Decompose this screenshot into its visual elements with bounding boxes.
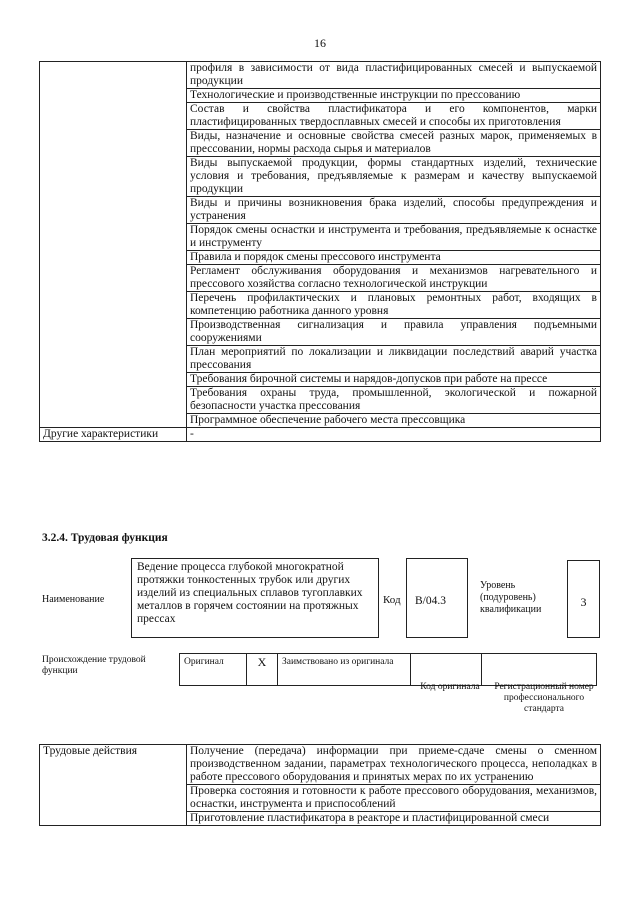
origin-label: Происхождение трудовой функции: [42, 655, 146, 676]
reg-number-cell: [482, 654, 597, 686]
row-text: -: [187, 428, 601, 442]
row-label: [40, 103, 187, 130]
row-text: Требования охраны труда, промышленной, экологической и пожарной безопасности участка прессования: [187, 387, 601, 414]
table-row: [40, 319, 601, 346]
row-text: План мероприятий по локализации и ликвидации последствий аварий участка прессования: [187, 346, 601, 373]
labor-action-text: Проверка состояния и готовности к работе прессового оборудования, механизмов, оснастки, инструмента и приспособлений: [187, 785, 601, 812]
original-mark: X: [247, 654, 278, 686]
table-row: [40, 251, 601, 265]
labor-actions-label: Трудовые действия: [40, 745, 187, 826]
table-row: [40, 103, 601, 130]
table-row: [40, 745, 601, 785]
table-row: [40, 387, 601, 414]
original-cell: [180, 654, 247, 686]
caption-code-original: Код оригинала: [420, 682, 480, 692]
row-label: [40, 265, 187, 292]
row-label: [40, 414, 187, 428]
code-value: B/04.3: [406, 558, 468, 638]
table-row: [40, 89, 601, 103]
code-label: Код: [383, 594, 401, 606]
table-row: [40, 428, 601, 442]
row-text: Требования бирочной системы и нарядов-допусков при работе на прессе: [187, 373, 601, 387]
row-label: [40, 130, 187, 157]
row-label: [40, 319, 187, 346]
level-label-text: Уровень (подуровень) квалификации: [480, 580, 542, 615]
caption-reg-number: Регистрационный номер профессионального стандарта: [494, 682, 594, 714]
row-text: Программное обеспечение рабочего места прессовщика: [187, 414, 601, 428]
row-label: Другие характеристики: [40, 428, 187, 442]
labor-action-text: Приготовление пластификатора в реакторе и пластифицированной смеси: [187, 812, 601, 826]
row-label: [40, 292, 187, 319]
section-heading: 3.2.4. Трудовая функция: [42, 532, 168, 544]
code-original-cell: [411, 654, 482, 686]
row-text: профиля в зависимости от вида пластифицированных смесей и выпускаемой продукции: [187, 62, 601, 89]
labor-actions-table: [39, 744, 601, 826]
row-label: [40, 197, 187, 224]
row-text: Состав и свойства пластификатора и его компонентов, марки пластифицированных твердосплавных смесей и способы их приготовления: [187, 103, 601, 130]
knowledge-table: [39, 61, 601, 442]
table-row: [40, 197, 601, 224]
borrowed-cell: [278, 654, 411, 686]
table-row: [40, 265, 601, 292]
row-label: [40, 387, 187, 414]
row-label: [40, 224, 187, 251]
row-label: [40, 251, 187, 265]
original-label: Оригинал: [184, 657, 224, 667]
row-text: Виды, назначение и основные свойства смесей разных марок, применяемых в прессовании, нормы расхода сырья и материалов: [187, 130, 601, 157]
row-text: Порядок смены оснастки и инструмента и требования, предъявляемые к оснастке и инструменту: [187, 224, 601, 251]
row-text: Регламент обслуживания оборудования и механизмов нагревательного и прессового хозяйства согласно технологической инструкции: [187, 265, 601, 292]
table-row: [40, 292, 601, 319]
page-number: 16: [314, 36, 326, 50]
table-row: [40, 62, 601, 89]
row-text: Технологические и производственные инструкции по прессованию: [187, 89, 601, 103]
row-text: Виды выпускаемой продукции, формы стандартных изделий, технические условия и требования, предъявляемые к размерам и качеству выпускаемой продукции: [187, 157, 601, 197]
table-row: [40, 157, 601, 197]
table-row: [40, 224, 601, 251]
row-label: [40, 62, 187, 89]
level-value: 3: [567, 560, 600, 638]
labor-action-text: Получение (передача) информации при приеме-сдаче смены о сменном производственном задании, параметрах технологического процесса, неполадках в работе прессового оборудования и принятых мерах по их устранению: [187, 745, 601, 785]
table-row: [40, 414, 601, 428]
name-label: Наименование: [42, 594, 105, 605]
table-row: [40, 130, 601, 157]
row-label: [40, 373, 187, 387]
level-label: [480, 580, 544, 616]
name-value: Ведение процесса глубокой многократной протяжки тонкостенных трубок или других изделий из специальных сплавов тугоплавких металлов в горячем состоянии на протяжных прессах: [131, 558, 379, 638]
table-row: [40, 373, 601, 387]
row-label: [40, 89, 187, 103]
table-row: [40, 346, 601, 373]
row-text: Виды и причины возникновения брака изделий, способы предупреждения и устранения: [187, 197, 601, 224]
row-label: [40, 157, 187, 197]
borrowed-label: Заимствовано из оригинала: [282, 657, 394, 667]
row-text: Производственная сигнализация и правила управления подъемными сооружениями: [187, 319, 601, 346]
row-text: Перечень профилактических и плановых ремонтных работ, входящих в компетенцию работника данного уровня: [187, 292, 601, 319]
row-text: Правила и порядок смены прессового инструмента: [187, 251, 601, 265]
row-label: [40, 346, 187, 373]
